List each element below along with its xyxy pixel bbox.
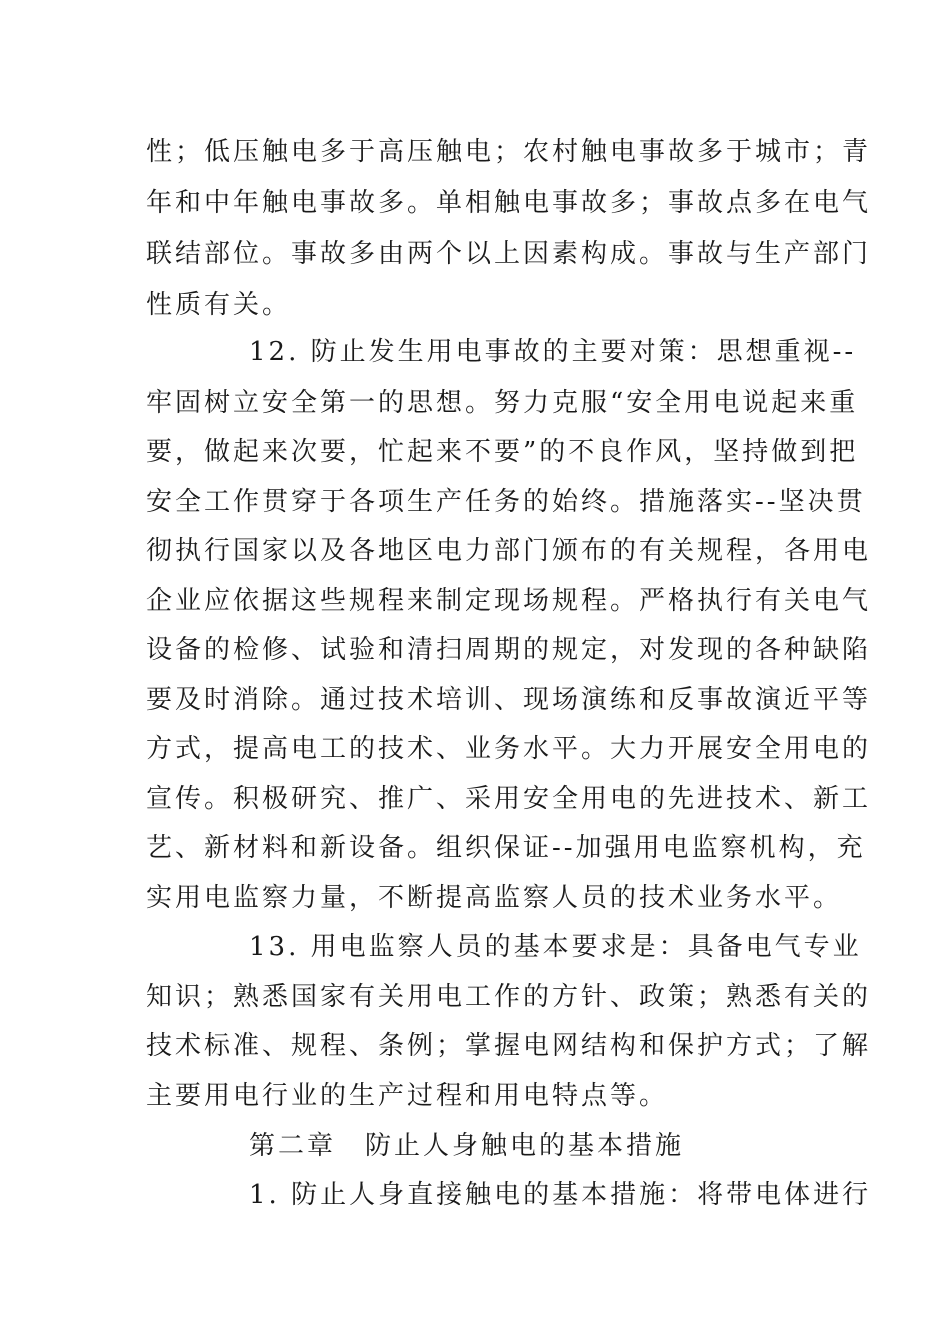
text-line: 宣传。积极研究、推广、采用安全用电的先进技术、新工 xyxy=(146,784,872,814)
text-line: 安全工作贯穿于各项生产任务的始终。措施落实--坚决贯 xyxy=(146,487,866,517)
text-line: 艺、新材料和新设备。组织保证--加强用电监察机构，充 xyxy=(146,833,866,863)
text-line: 联结部位。事故多由两个以上因素构成。事故与生产部门 xyxy=(146,239,872,269)
text-line: 性质有关。 xyxy=(146,290,292,320)
text-line: 设备的检修、试验和清扫周期的规定，对发现的各种缺陷 xyxy=(146,635,872,665)
text-line: 方式，提高电工的技术、业务水平。大力开展安全用电的 xyxy=(146,734,872,764)
text-line: 要及时消除。通过技术培训、现场演练和反事故演近平等 xyxy=(146,685,872,715)
text-line: 主要用电行业的生产过程和用电特点等。 xyxy=(146,1081,669,1111)
text-line: 实用电监察力量，不断提高监察人员的技术业务水平。 xyxy=(146,883,843,913)
text-line: 要，做起来次要，忙起来不要”的不良作风，坚持做到把 xyxy=(146,437,859,467)
text-line: 彻执行国家以及各地区电力部门颁布的有关规程，各用电 xyxy=(146,536,872,566)
section-1-first-line: 1. 防止人身直接触电的基本措施：将带电体进行 xyxy=(249,1180,872,1210)
paragraph-12-first-line: 12. 防止发生用电事故的主要对策：思想重视-- xyxy=(249,337,857,367)
text-line: 性；低压触电多于高压触电；农村触电事故多于城市；青 xyxy=(146,137,872,167)
text-line: 年和中年触电事故多。单相触电事故多；事故点多在电气 xyxy=(146,188,872,218)
text-line: 技术标准、规程、条例；掌握电网结构和保护方式；了解 xyxy=(146,1031,872,1061)
paragraph-13-first-line: 13. 用电监察人员的基本要求是：具备电气专业 xyxy=(249,932,862,962)
text-line: 企业应依据这些规程来制定现场规程。严格执行有关电气 xyxy=(146,586,872,616)
text-line: 牢固树立安全第一的思想。努力克服“安全用电说起来重 xyxy=(146,388,859,418)
text-line: 知识；熟悉国家有关用电工作的方针、政策；熟悉有关的 xyxy=(146,982,872,1012)
chapter-heading: 第二章 防止人身触电的基本措施 xyxy=(249,1131,685,1161)
